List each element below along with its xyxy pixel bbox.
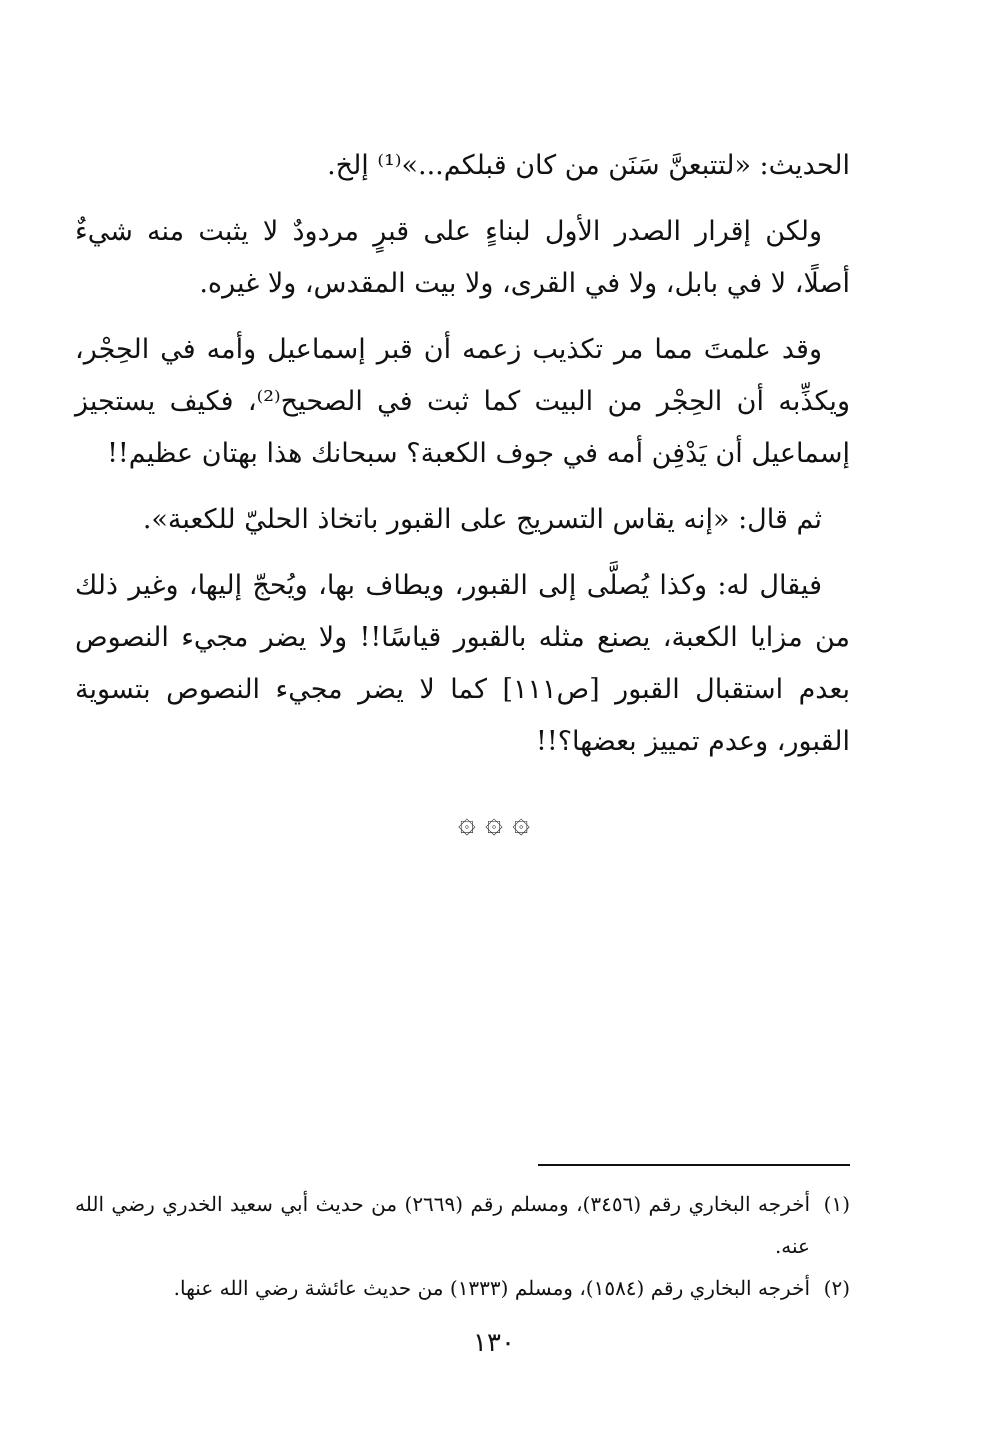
paragraph-2: ولكن إقرار الصدر الأول لبناءٍ على قبرٍ مردودٌ لا يثبت منه شيءٌ أصلًا، لا في بابل، ولا في القرى، ولا بيت المقدس، ولا غيره. <box>75 216 850 299</box>
paragraph-3: وقد علمتَ مما مر تكذيب زعمه أن قبر إسماعيل وأمه في الحِجْر، ويكذِّبه أن الحِجْر من البيت كما ثبت في الصحيح⁽²⁾، فكيف يستجيز إسماعيل أن يَدْفِن أمه في جوف الكعبة؟ سبحانك هذا بهتان عظيم!! <box>75 334 850 469</box>
paragraph-5: فيقال له: وكذا يُصلَّى إلى القبور، ويطاف بها، ويُحجّ إليها، وغير ذلك من مزايا الكعبة، يصنع مثله بالقبور قياسًا!! ولا يضر مجيء النصوص بعدم استقبال القبور [ص١١١] كما لا يضر مجيء النصوص بتسوية القبور، وعدم تمييز بعضها؟!! <box>75 570 851 757</box>
footnote-separator <box>538 1164 850 1166</box>
paragraph-4: ثم قال: «إنه يقاس التسريج على القبور باتخاذ الحليّ للكعبة». <box>142 504 822 535</box>
footnote-number: (١) <box>823 1192 850 1216</box>
footnote-number: (٢) <box>823 1276 850 1300</box>
footnote-2 <box>75 1267 850 1309</box>
footnotes-block <box>75 1183 850 1309</box>
footnote-1 <box>75 1183 850 1267</box>
page-number: ١٣٠ <box>473 1328 515 1358</box>
footnote-text: أخرجه البخاري رقم (٣٤٥٦)، ومسلم رقم (٢٦٦٩) من حديث أبي سعيد الخدري رضي الله عنه. <box>75 1192 811 1258</box>
section-ornament: ۞ ۞ ۞ <box>458 805 530 840</box>
footnote-text: أخرجه البخاري رقم (١٥٨٤)، ومسلم (١٣٣٣) من حديث عائشة رضي الله عنها. <box>173 1276 810 1300</box>
main-text-block <box>75 140 850 782</box>
paragraph-1: الحديث: «لتتبعنَّ سَنَن من كان قبلكم...»⁽¹⁾ إلخ. <box>327 150 850 181</box>
